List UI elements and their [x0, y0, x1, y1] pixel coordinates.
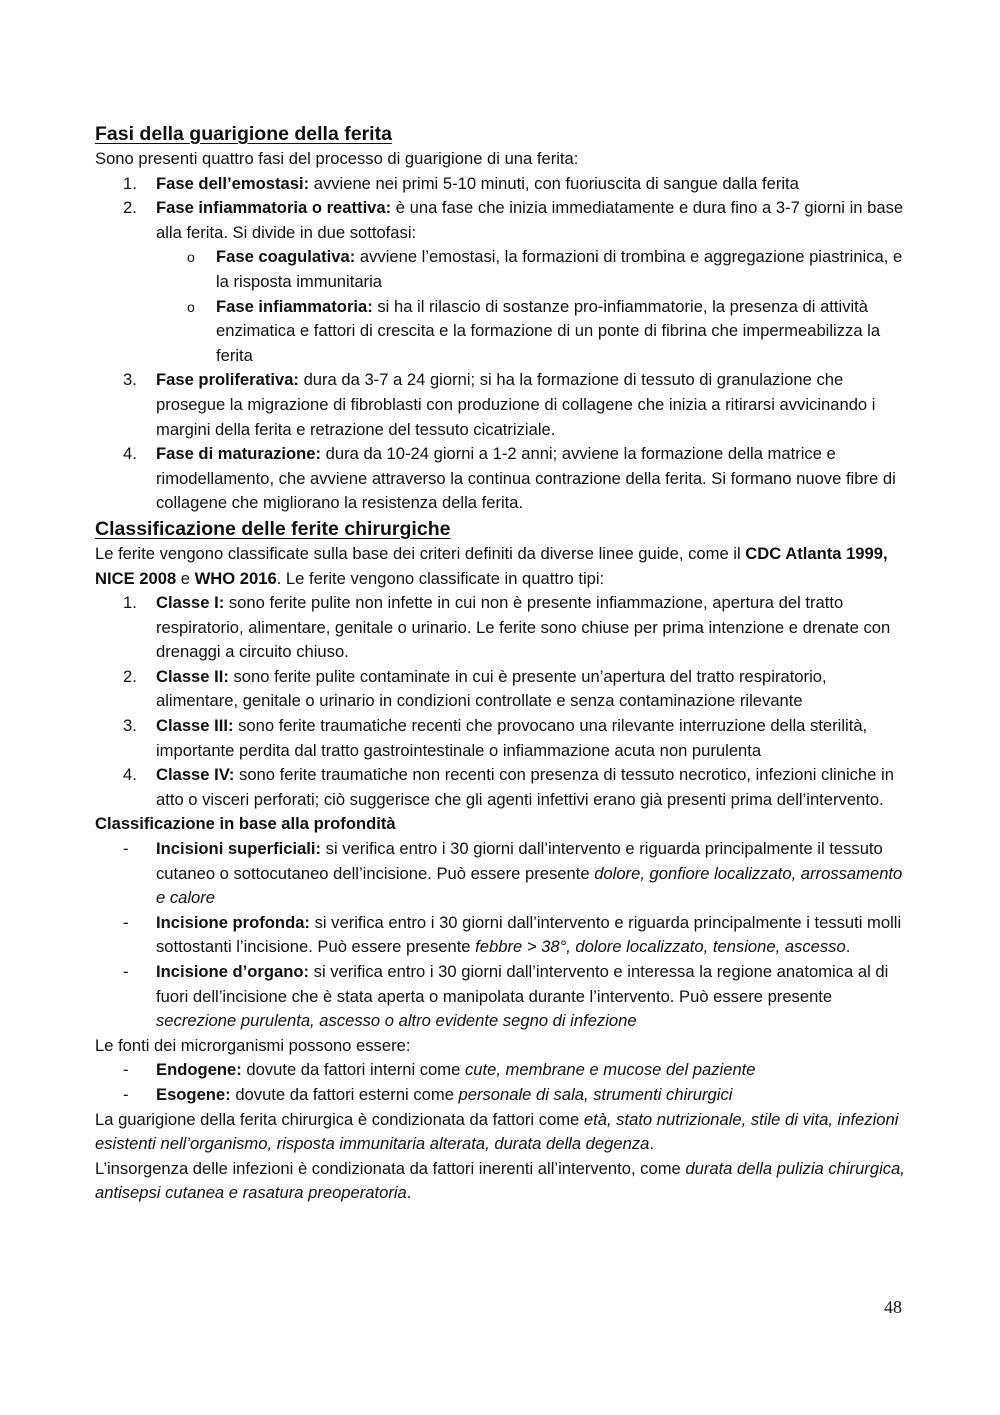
list-number: 1.: [123, 173, 137, 193]
item-text: avviene l’emostasi, la formazioni di trombina e aggregazione piastrinica, e la risposta immunitaria: [216, 247, 903, 291]
subphases-list: [156, 245, 910, 368]
item-label: Classe III:: [156, 716, 234, 736]
subsection-title-depth-classification: Classificazione in base alla profondità: [95, 814, 396, 834]
guideline-names: CDC Atlanta 1999, NICE 2008: [95, 543, 888, 588]
page-content: [95, 121, 910, 1206]
intro-text: Le ferite vengono classificate sulla base dei criteri definiti da diverse linee guide, come il: [95, 543, 746, 563]
item-text: dura da 3-7 a 24 giorni; si ha la formazione di tessuto di granulazione che prosegue la migrazione di fibroblasti con produzione di collagene che inizia a ritirarsi avvicinando i margini della ferita e retrazione del tessuto cicatriziale.: [156, 370, 876, 439]
guideline-name: WHO 2016: [194, 568, 277, 588]
item-label: Fase proliferativa:: [156, 370, 299, 390]
sub-list-item: [95, 295, 910, 369]
list-number: 1.: [123, 593, 137, 613]
item-label: Incisione d’organo:: [156, 962, 310, 981]
dash-bullet: -: [123, 839, 129, 859]
item-label: Fase infiammatoria:: [216, 296, 373, 316]
sub-list-item: [95, 245, 910, 294]
paragraph-text: .: [649, 1134, 654, 1154]
list-number: 4.: [123, 444, 137, 464]
item-text: avviene nei primi 5-10 minuti, con fuoriuscita di sangue dalla ferita: [309, 173, 799, 193]
dash-bullet: -: [123, 1060, 129, 1080]
list-item: [95, 368, 910, 442]
item-text: si verifica entro i 30 giorni dall’intervento e riguarda principalmente il tessuto cutaneo o sottocutaneo dell’incisione. Può essere presente: [156, 839, 883, 883]
item-label: Fase di maturazione:: [156, 444, 322, 464]
paragraph-italic: età, stato nutrizionale, stile di vita, infezioni esistenti nell’organismo, risposta immunitaria alterata, durata della degenza: [95, 1109, 899, 1154]
item-text: sono ferite traumatiche non recenti con presenza di tessuto necrotico, infezioni cliniche in atto o visceri perforati; ciò suggerisce che gli agenti infettivi erano già presenti prima dell’intervento.: [156, 765, 894, 809]
list-item: [95, 1083, 910, 1108]
item-text: si ha il rilascio di sostanze pro-infiammatorie, la presenza di attività enzimatica e fattori di crescita e la formazione di un ponte di fibrina che impermeabilizza la ferita: [216, 296, 881, 365]
section-intro: Sono presenti quattro fasi del processo di guarigione di una ferita:: [95, 149, 579, 168]
depth-classification-list: [95, 837, 910, 1034]
list-number: 2.: [123, 666, 137, 686]
list-item: [95, 714, 910, 763]
list-number: 4.: [123, 765, 137, 785]
list-item: [95, 1058, 910, 1083]
list-item: [95, 442, 910, 516]
item-text: dovute da fattori esterni come: [230, 1084, 459, 1104]
item-label: Incisioni superficiali:: [156, 839, 322, 859]
item-text: sono ferite pulite contaminate in cui è presente un’apertura del tratto respiratorio, alimentare, genitale o urinario in condizioni controllate e senza contaminazione rilevante: [156, 666, 827, 711]
healing-phases-list: [95, 172, 910, 516]
item-tail: .: [845, 937, 851, 957]
list-item: [95, 960, 910, 1034]
item-italic: cute, membrane e mucose del paziente: [464, 1060, 756, 1080]
item-label: Fase coagulativa:: [216, 247, 356, 267]
item-italic: dolore, gonfiore localizzato, arrossamento e calore: [156, 863, 903, 908]
paragraph-text: La guarigione della ferita chirurgica è condizionata da fattori come: [95, 1109, 584, 1129]
item-text: dovute da fattori interni come: [241, 1060, 465, 1080]
intro-text: . Le ferite vengono classificate in quattro tipi:: [276, 568, 605, 588]
list-item: [95, 172, 910, 197]
item-text: sono ferite traumatiche recenti che provocano una rilevante interruzione della sterilità, importante perdita dal tratto gastrointestinale o infiammazione acuta non purulenta: [156, 716, 868, 760]
circle-bullet: o: [187, 298, 195, 315]
sources-list: [95, 1058, 910, 1107]
item-italic: febbre > 38°, dolore localizzato, tensione, ascesso: [475, 937, 846, 957]
infection-factors-paragraph: [95, 1157, 910, 1206]
item-text: è una fase che inizia immediatamente e dura fino a 3-7 giorni in base alla ferita. Si divide in due sottofasi:: [156, 198, 904, 242]
section-title-wound-healing-phases: Fasi della guarigione della ferita: [95, 123, 392, 145]
paragraph-italic: durata della pulizia chirurgica, antisepsi cutanea e rasatura preoperatoria: [95, 1158, 905, 1203]
item-italic: personale di sala, strumenti chirurgici: [458, 1084, 733, 1104]
paragraph-text: L’insorgenza delle infezioni è condizionata da fattori inerenti all’intervento, come: [95, 1158, 686, 1178]
list-item: [95, 763, 910, 812]
list-item: [95, 591, 910, 665]
item-label: Classe II:: [156, 666, 229, 686]
dash-bullet: -: [123, 912, 129, 932]
list-item: [95, 837, 910, 911]
circle-bullet: o: [187, 249, 195, 266]
list-item: [95, 665, 910, 714]
item-label: Classe IV:: [156, 765, 235, 785]
item-label: Esogene:: [156, 1084, 231, 1104]
dash-bullet: -: [123, 962, 129, 981]
item-text: si verifica entro i 30 giorni dall’intervento e riguarda principalmente i tessuti molli sottostanti l’incisione. Può essere presente: [156, 912, 902, 957]
item-label: Endogene:: [156, 1060, 242, 1080]
healing-factors-paragraph: [95, 1108, 910, 1157]
item-label: Incisione profonda:: [156, 912, 310, 932]
item-text: si verifica entro i 30 giorni dall’intervento e interessa la regione anatomica al di fuori dell’incisione che è stata aperta o manipolata durante l’intervento. Può essere presente: [156, 962, 889, 1006]
section-intro: [95, 542, 910, 591]
item-label: Fase infiammatoria o reattiva:: [156, 198, 392, 218]
paragraph-text: .: [406, 1183, 412, 1203]
list-item: [95, 911, 910, 960]
intro-text: e: [176, 568, 195, 588]
list-number: 3.: [123, 716, 137, 736]
item-label: Classe I:: [156, 593, 225, 613]
item-text: dura da 10-24 giorni a 1-2 anni; avviene la formazione della matrice e rimodellamento, che avviene attraverso la continua contrazione della ferita. Si formano nuove fibre di collagene che migliorano la resistenza della ferita.: [156, 444, 896, 513]
sources-intro: Le fonti dei microrganismi possono essere:: [95, 1035, 411, 1055]
section-title-surgical-wound-classification: Classificazione delle ferite chirurgiche: [95, 517, 451, 540]
list-number: 2.: [123, 198, 137, 218]
list-number: 3.: [123, 370, 137, 390]
page-number: 48: [884, 1297, 902, 1317]
item-italic: secrezione purulenta, ascesso o altro evidente segno di infezione: [156, 1011, 637, 1031]
item-text: sono ferite pulite non infette in cui non è presente infiammazione, apertura del tratto respiratorio, alimentare, genitale o urinario. Le ferite sono chiuse per prima intenzione e drenate con drenaggi a circuito chiuso.: [156, 593, 891, 662]
list-item: [95, 196, 910, 368]
dash-bullet: -: [123, 1084, 129, 1104]
wound-classes-list: [95, 591, 910, 812]
item-label: Fase dell’emostasi:: [156, 173, 310, 193]
